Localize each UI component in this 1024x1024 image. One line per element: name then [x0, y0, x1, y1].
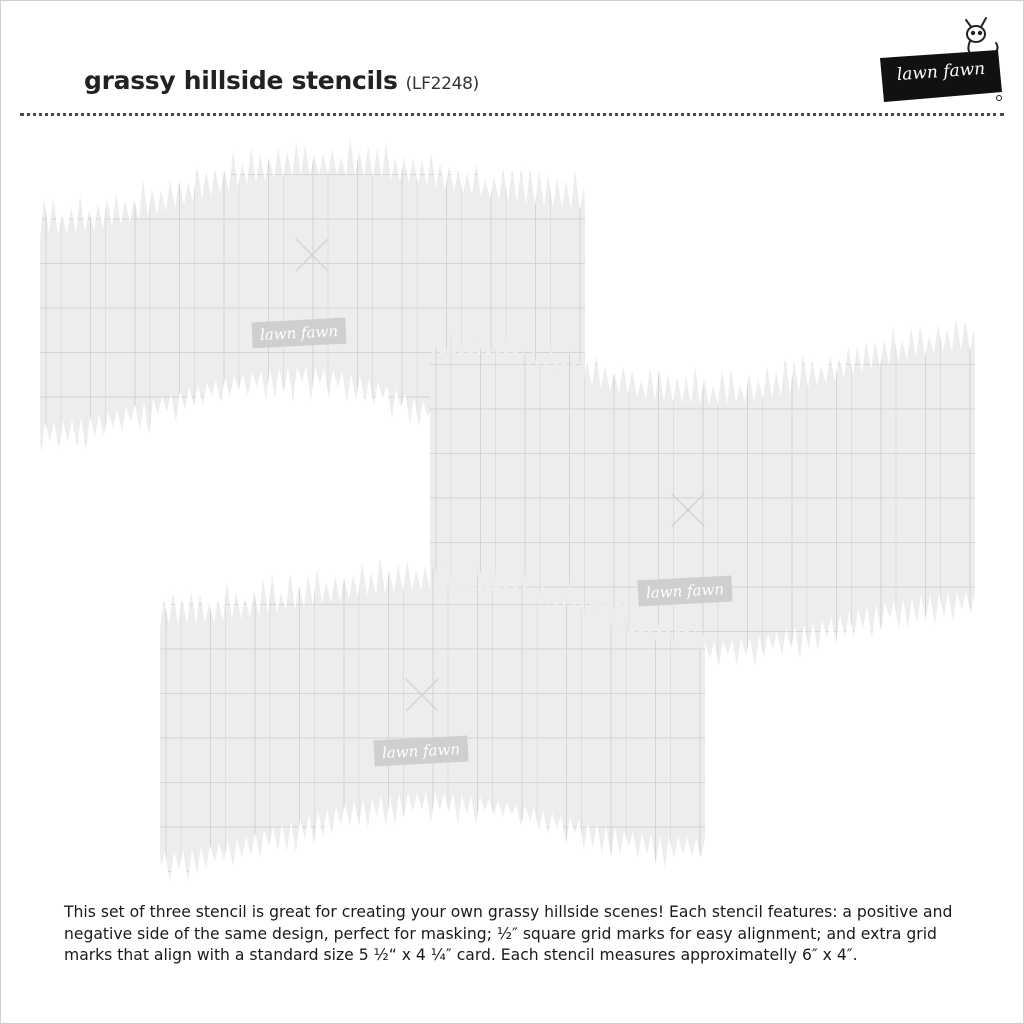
- product-description: This set of three stencil is great for creating your own grassy hillside scenes! Each stencil features: a positive and negative side of the same design, perfect for masking; ½″ square grid marks for easy alignment; and extra grid marks that align with a standard size 5 ½“ x 4 ¼″ card. Each stencil measures approximatelly 6″ x 4″.: [64, 903, 953, 964]
- stencil-watermark: lawn fawn: [637, 576, 732, 607]
- title-divider: [20, 113, 1004, 116]
- stencil-3: [160, 560, 705, 885]
- stencil-watermark: lawn fawn: [373, 736, 468, 767]
- logo-text: lawn fawn: [896, 58, 986, 86]
- stencil-shape: [160, 560, 705, 885]
- product-code: (LF2248): [405, 74, 479, 94]
- brand-logo: [874, 10, 1006, 106]
- stencil-watermark: lawn fawn: [251, 318, 346, 349]
- title-text: grassy hillside stencils: [84, 66, 398, 95]
- page-title: [84, 66, 479, 95]
